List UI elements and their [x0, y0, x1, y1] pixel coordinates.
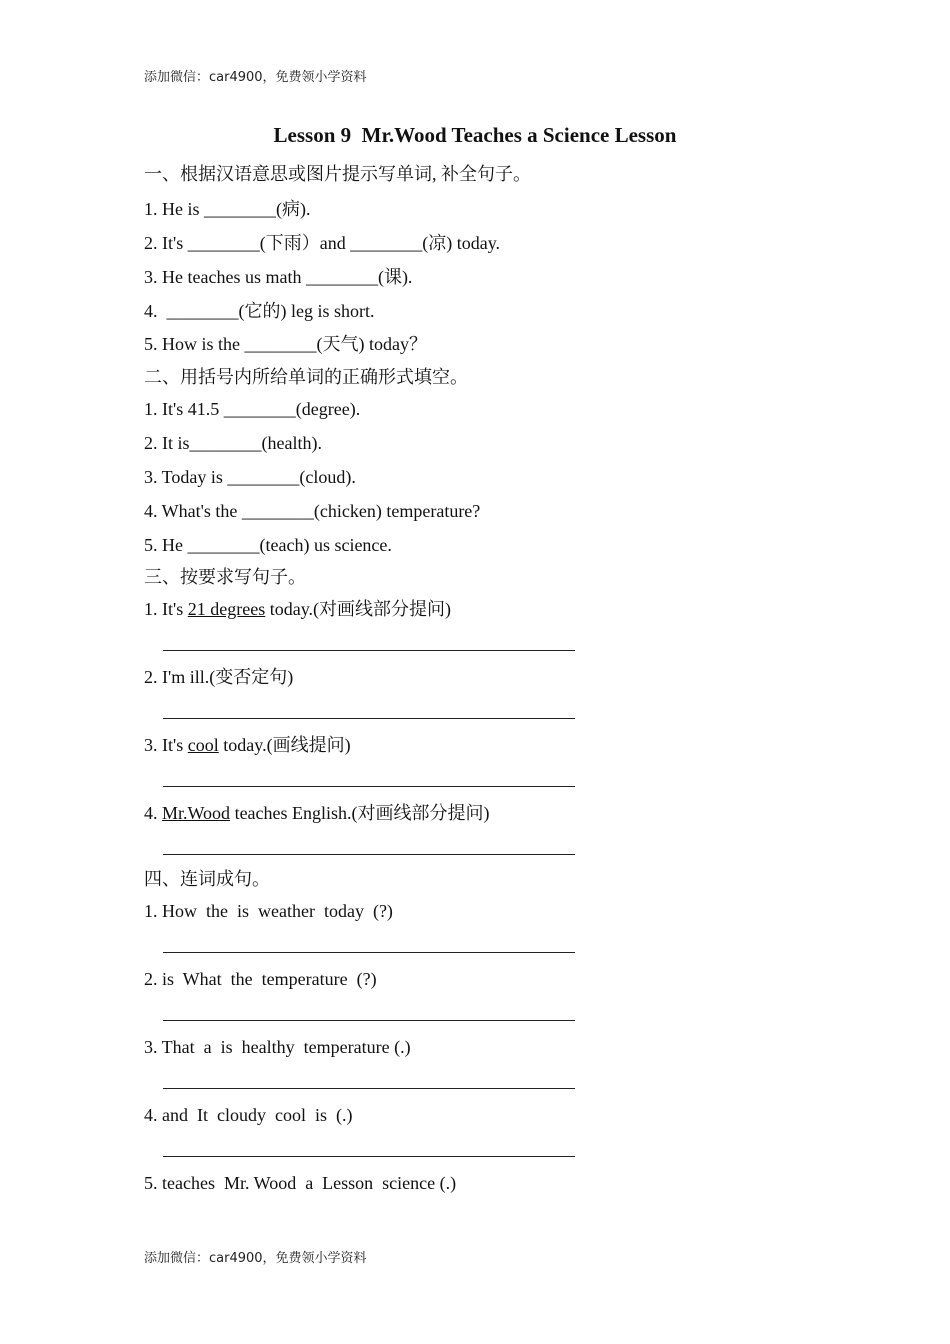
s3-item-2-pre: 2. I'm ill.(变否定句) [144, 667, 294, 687]
s3-item-3 [144, 733, 351, 757]
page-footer-note: 添加微信：car4900，免费领小学资料 [144, 1251, 367, 1266]
s3-item-4 [144, 801, 490, 825]
s1-item-3: 3. He teaches us math ________(课). [144, 267, 413, 287]
answer-line[interactable] [163, 786, 575, 787]
s4-item-3: 3. That a is healthy temperature (.) [144, 1037, 411, 1057]
answer-line[interactable] [163, 1088, 575, 1089]
s1-item-2: 2. It's ________(下雨）and ________(凉) today. [144, 233, 501, 253]
s3-item-3-pre: 3. It's [144, 735, 188, 755]
s2-item-2: 2. It is________(health). [144, 433, 322, 453]
answer-line[interactable] [163, 1020, 575, 1021]
answer-line[interactable] [163, 854, 575, 855]
s4-item-2: 2. is What the temperature (?) [144, 969, 377, 989]
s3-item-1-underlined: 21 degrees [187, 599, 266, 619]
s3-item-2 [144, 665, 293, 689]
answer-line[interactable] [163, 650, 575, 651]
s2-item-3: 3. Today is ________(cloud). [144, 467, 356, 487]
s2-item-1: 1. It's 41.5 ________(degree). [144, 399, 361, 419]
s3-item-4-pre: 4. [144, 803, 162, 823]
s3-item-1 [144, 597, 451, 621]
s3-item-4-underlined: Mr.Wood [162, 803, 231, 823]
s4-item-5: 5. teaches Mr. Wood a Lesson science (.) [144, 1173, 457, 1193]
s1-item-5: 5. How is the ________(天气) today？ [144, 334, 427, 354]
s3-item-3-underlined: cool [187, 735, 219, 755]
s3-item-1-pre: 1. It's [144, 599, 188, 619]
answer-line[interactable] [163, 1156, 575, 1157]
s2-item-4: 4. What's the ________(chicken) temperature? [144, 501, 481, 521]
s4-item-4: 4. and It cloudy cool is (.) [144, 1105, 353, 1125]
answer-line[interactable] [163, 952, 575, 953]
section4-heading: 四、连词成句。 [144, 869, 270, 889]
section1-heading: 一、根据汉语意思或图片提示写单词, 补全句子。 [144, 164, 531, 184]
s3-item-1-post: today.(对画线部分提问) [265, 599, 452, 619]
page-header-note: 添加微信：car4900，免费领小学资料 [144, 70, 367, 85]
s1-item-4: 4. ________(它的) leg is short. [144, 301, 375, 321]
s3-item-4-post: teaches English.(对画线部分提问) [230, 803, 490, 823]
s2-item-5: 5. He ________(teach) us science. [144, 535, 392, 555]
s4-item-1: 1. How the is weather today (?) [144, 901, 393, 921]
section2-heading: 二、用括号内所给单词的正确形式填空。 [144, 367, 468, 387]
s3-item-3-post: today.(画线提问) [218, 735, 351, 755]
section3-heading: 三、按要求写句子。 [144, 567, 306, 587]
answer-line[interactable] [163, 718, 575, 719]
s1-item-1: 1. He is ________(病). [144, 199, 311, 219]
lesson-title: Lesson 9 Mr.Wood Teaches a Science Lesson [273, 123, 677, 147]
